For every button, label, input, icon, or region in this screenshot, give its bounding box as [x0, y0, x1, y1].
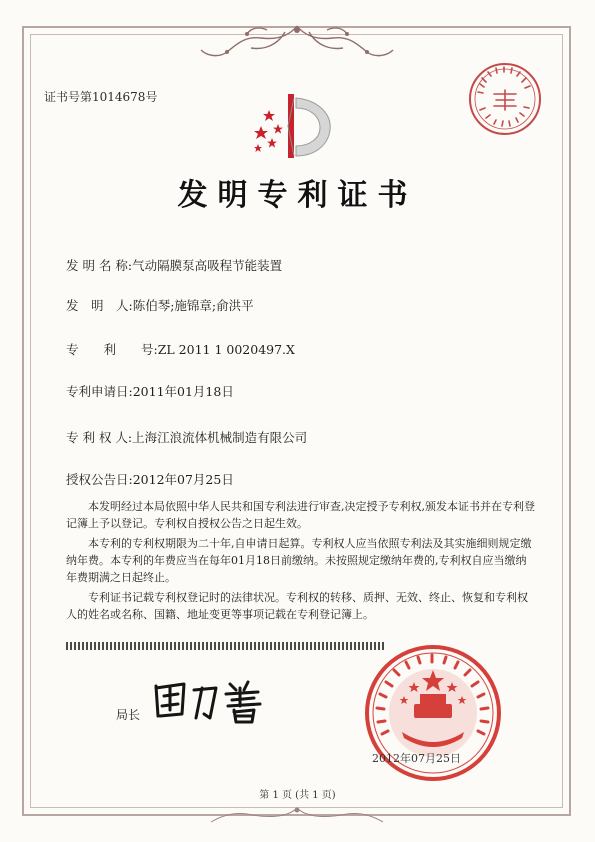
body-paragraph: 专利证书记载专利权登记时的法律状况。专利权的转移、质押、无效、终止、恢复和专利权人的姓名或名称、国籍、地址变更等事项记载在专利登记簿上。: [66, 591, 528, 621]
field-label: 专 利 号:: [66, 342, 158, 357]
barcode-strip: [66, 642, 386, 650]
director-signature: [150, 676, 270, 726]
field-label: 专利申请日:: [66, 384, 133, 399]
field-filing-date: [66, 382, 234, 400]
field-label: 授权公告日:: [66, 472, 133, 487]
field-value: ZL 2011 1 0020497.X: [157, 342, 295, 357]
field-label: 专 利 权 人:: [66, 430, 133, 445]
patent-office-logo: [248, 88, 338, 160]
field-invention-name: [66, 256, 282, 274]
field-label: 发 明 人:: [66, 298, 133, 313]
top-ornament: [197, 22, 397, 62]
field-value: 陈伯琴;施锦章;俞洪平: [132, 298, 254, 313]
body-paragraph: 本发明经过本局依照中华人民共和国专利法进行审查,决定授予专利权,颁发本证书并在专利登记簿上予以登记。专利权自授权公告之日起生效。: [66, 500, 535, 530]
field-value: 上海江浪流体机械制造有限公司: [132, 430, 308, 445]
director-label: 局长: [116, 708, 141, 722]
seal-date: 2012年07月25日: [372, 752, 461, 765]
field-value: 2012年07月25日: [132, 472, 234, 487]
field-value: 2011年01月18日: [132, 384, 234, 399]
certificate-title: 发明专利证书: [177, 178, 418, 213]
bottom-ornament: [197, 804, 397, 826]
body-paragraph: 本专利的专利权期限为二十年,自申请日起算。专利权人应当依照专利法及其实施细则规定缴纳年费。本专利的年费应当在每年01月18日前缴纳。未按照规定缴纳年费的,专利权自应当缴纳年费期满之日起终止。: [66, 537, 532, 584]
field-value: 气动隔膜泵高吸程节能装置: [132, 258, 283, 273]
field-patent-number: [66, 340, 295, 358]
field-label: 发 明 名 称:: [66, 258, 133, 273]
certificate-number: 证书号第1014678号: [44, 90, 158, 104]
field-grant-date: [66, 470, 234, 488]
certificate-body: [66, 498, 536, 626]
field-inventors: [66, 296, 254, 314]
agency-stamp: [466, 60, 544, 138]
page-number: 第 1 页 (共 1 页): [259, 790, 336, 801]
field-patentee: [66, 428, 307, 446]
